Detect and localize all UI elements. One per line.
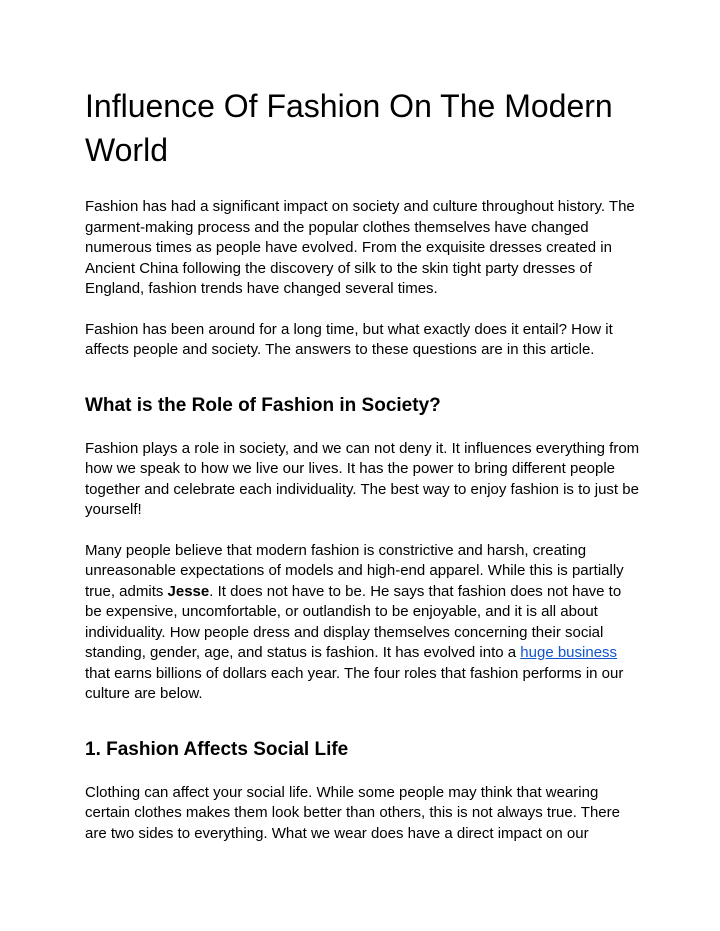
document-content <box>85 84 640 864</box>
role-paragraph-2-text-a: Many people believe that modern fashion is constrictive and harsh, creating unreasonable expectations of models and high-end apparel. While this is partially true, admits <box>85 541 624 600</box>
page-title: Influence Of Fashion On The Modern World <box>85 88 613 168</box>
section-heading-social-life: 1. Fashion Affects Social Life <box>85 738 349 760</box>
social-life-paragraph: Clothing can affect your social life. While some people may think that wearing certain clothes makes them look better than others, this is not always true. There are two sides to everything. What we wear does have a direct impact on our <box>85 783 620 842</box>
huge-business-link[interactable]: huge business <box>520 644 618 661</box>
intro-paragraph-1: Fashion has had a significant impact on society and culture throughout history. The garment-making process and the popular clothes themselves have changed numerous times as people have evolved. From the exquisite dresses created in Ancient China following the discovery of silk to the skin tight party dresses of England, fashion trends have changed several times. <box>85 198 635 297</box>
role-paragraph-2-text-b: . It does not have to be. He says that fashion does not have to be expensive, uncomfortable, or outlandish to be enjoyable, and it is all about individuality. How people dress and display themselves concerning their social standing, gender, age, and status is fashion. It has evolved into a <box>85 582 622 661</box>
role-paragraph-1: Fashion plays a role in society, and we can not deny it. It influences everything from how we speak to how we live our lives. It has the power to bring different people together and celebrate each individuality. The best way to enjoy fashion is to just be yourself! <box>85 439 640 518</box>
role-paragraph-2-text-c: that earns billions of dollars each year. The four roles that fashion performs in our culture are below. <box>85 664 624 702</box>
section-heading-role: What is the Role of Fashion in Society? <box>85 394 441 416</box>
author-name-bold: Jesse <box>167 582 210 600</box>
role-paragraph-2 <box>85 541 640 705</box>
intro-paragraph-2: Fashion has been around for a long time, but what exactly does it entail? How it affects people and society. The answers to these questions are in this article. <box>85 320 613 358</box>
